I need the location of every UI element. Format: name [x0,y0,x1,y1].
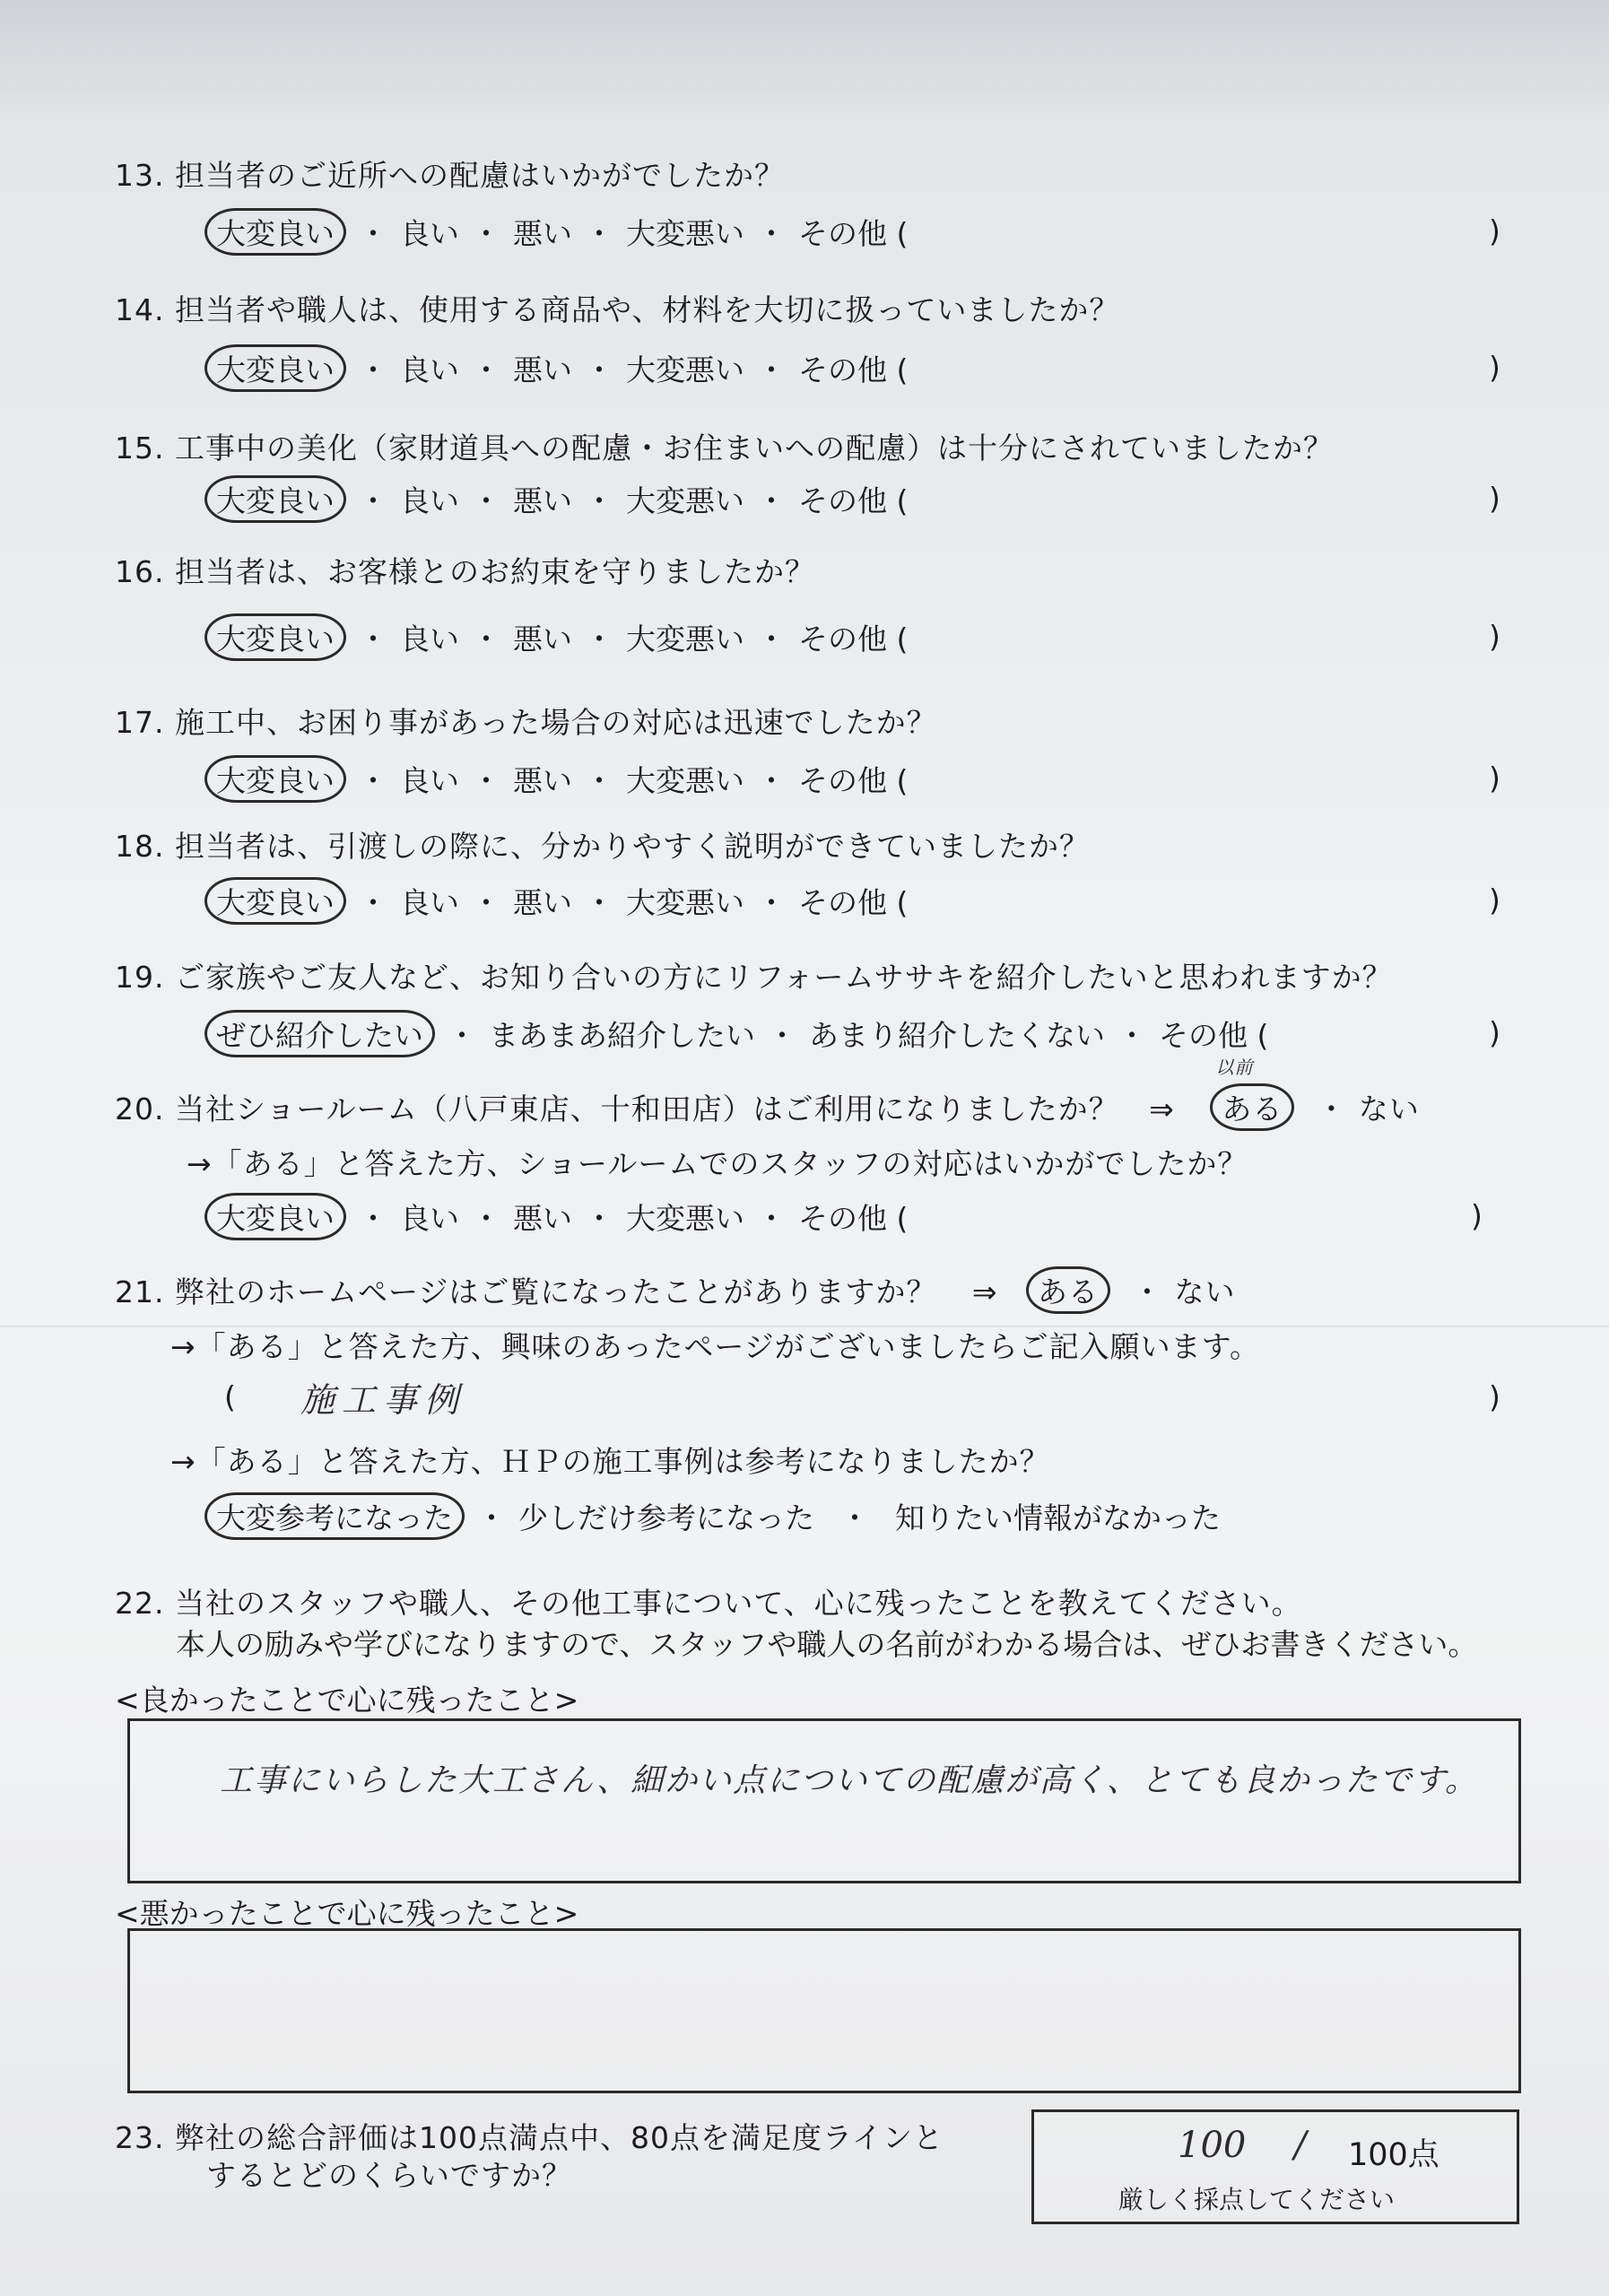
option-selected[interactable]: 大変良い [204,755,346,803]
question-13: 13. 担当者のご近所への配慮はいかがでしたか？ [115,158,785,193]
question-19: 19. ご家族やご友人など、お知り合いの方にリフォームササキを紹介したいと思われますか？ [115,960,1393,995]
close-paren: ) [1471,1198,1483,1233]
close-paren: ) [1489,481,1500,516]
option[interactable]: 大変悪い [626,622,744,657]
score-value: 100 [1178,2125,1247,2166]
option[interactable]: 知りたい情報がなかった [895,1500,1221,1535]
option-selected[interactable]: 大変良い [204,208,346,256]
option-other[interactable]: その他 ( [798,216,909,251]
option-other[interactable]: その他 ( [798,763,909,798]
answer-row-16: 大変良い ・ 良い ・ 悪い ・ 大変悪い ・ その他 ( [215,613,908,661]
option[interactable]: 良い [400,622,459,657]
question-23-line2: するとどのくらいですか？ [206,2158,572,2193]
question-15: 15. 工事中の美化（家財道具への配慮・お住まいへの配慮）は十分にされていましたか？ [115,430,1334,465]
option-other[interactable]: その他 ( [798,885,909,920]
option-selected[interactable]: 大変良い [204,1193,346,1240]
option[interactable]: 悪い [513,885,572,920]
option[interactable]: 良い [400,216,459,251]
q21-open-paren: ( [224,1379,236,1414]
bad-comments-box[interactable] [127,1928,1521,2093]
option-no[interactable]: ない [1358,1091,1420,1126]
option[interactable]: 悪い [513,352,572,387]
option[interactable]: 悪い [513,216,572,251]
option-selected[interactable]: 大変参考になった [204,1492,465,1540]
q20-followup: →「ある」と答えた方、ショールームでのスタッフの対応はいかがでしたか？ [187,1146,1248,1181]
close-paren: ) [1489,350,1500,385]
question-18: 18. 担当者は、引渡しの際に、分かりやすく説明ができていましたか？ [115,829,1090,864]
answer-row-13: 大変良い ・ 良い ・ 悪い ・ 大変悪い ・ その他 ( [215,208,908,256]
option[interactable]: 良い [400,483,459,518]
handwritten-note: 以前 [1215,1057,1254,1078]
answer-row-14: 大変良い ・ 良い ・ 悪い ・ 大変悪い ・ その他 ( [215,344,908,392]
score-slash: / [1294,2125,1307,2166]
option[interactable]: まあまあ紹介したい [489,1018,755,1053]
question-22: 22. 当社のスタッフや職人、その他工事について、心に残ったことを教えてください。 [115,1586,1302,1621]
score-note: 厳しく採点してください [1118,2185,1396,2214]
answer-row-20: 大変良い ・ 良い ・ 悪い ・ 大変悪い ・ その他 ( [215,1193,908,1240]
close-paren: ) [1489,213,1500,248]
score-max: 100点 [1348,2137,1439,2173]
close-paren: ) [1489,619,1500,654]
option[interactable]: 大変悪い [626,483,744,518]
option-selected[interactable]: 大変良い [204,613,346,661]
question-22-line2: 本人の励みや学びになりますので、スタッフや職人の名前がわかる場合は、ぜひお書きください。 [176,1627,1478,1662]
q21-followup-2: →「ある」と答えた方、ＨＰの施工事例は参考になりましたか？ [170,1444,1050,1479]
option-selected[interactable]: 大変良い [204,475,346,523]
option-yes-selected[interactable]: ある [1026,1266,1110,1314]
option[interactable]: 良い [400,1201,459,1236]
option[interactable]: あまり紹介したくない [809,1018,1105,1053]
good-comments-text: 工事にいらした大工さん、細かい点についての配慮が高く、とても良かったです。 [220,1762,1479,1799]
q21-close-paren: ) [1489,1379,1500,1414]
option[interactable]: 良い [400,763,459,798]
option-other[interactable]: その他 ( [798,483,909,518]
answer-row-15: 大変良い ・ 良い ・ 悪い ・ 大変悪い ・ その他 ( [215,475,908,523]
question-23: 23. 弊社の総合評価は100点満点中、80点を満足度ラインと [115,2120,944,2155]
option[interactable]: 大変悪い [626,216,744,251]
score-box[interactable] [1031,2109,1519,2224]
option-other[interactable]: その他 ( [798,622,909,657]
option[interactable]: 悪い [513,763,572,798]
question-20: 20. 当社ショールーム（八戸東店、十和田店）はご利用になりましたか？ ⇒ 以前 ある ・ ない [115,1083,1420,1131]
option-other[interactable]: その他 ( [798,1201,909,1236]
close-paren: ) [1489,883,1500,918]
option[interactable]: 少しだけ参考になった [518,1500,814,1535]
option-selected[interactable]: 大変良い [204,344,346,392]
answer-row-18: 大変良い ・ 良い ・ 悪い ・ 大変悪い ・ その他 ( [215,877,908,925]
option-no[interactable]: ない [1174,1274,1236,1309]
question-21: 21. 弊社のホームページはご覧になったことがありますか？ ⇒ ある ・ ない [115,1266,1235,1314]
option-selected[interactable]: ぜひ紹介したい [204,1010,435,1057]
q21-followup-1: →「ある」と答えた方、興味のあったページがございましたらご記入願います。 [170,1329,1261,1364]
good-comments-label: <良かったことで心に残ったこと> [115,1683,579,1718]
option[interactable]: 大変悪い [626,352,744,387]
question-17: 17. 施工中、お困り事があった場合の対応は迅速でしたか？ [115,705,937,740]
answer-row-17: 大変良い ・ 良い ・ 悪い ・ 大変悪い ・ その他 ( [215,755,908,803]
close-paren: ) [1489,761,1500,796]
option[interactable]: 大変悪い [626,763,744,798]
question-14: 14. 担当者や職人は、使用する商品や、材料を大切に扱っていましたか？ [115,292,1120,327]
q21-handwritten-answer[interactable]: 施工事例 [300,1380,466,1420]
option[interactable]: 良い [400,352,459,387]
option-selected[interactable]: 大変良い [204,877,346,925]
question-16: 16. 担当者は、お客様とのお約束を守りましたか？ [115,554,815,589]
option[interactable]: 大変悪い [626,1201,744,1236]
option-yes-selected[interactable]: ある [1210,1083,1294,1131]
bad-comments-label: <悪かったことで心に残ったこと> [115,1896,579,1931]
option[interactable]: 良い [400,885,459,920]
option[interactable]: 悪い [513,1201,572,1236]
option[interactable]: 悪い [513,483,572,518]
option-other[interactable]: その他 ( [798,352,909,387]
answer-row-21: 大変参考になった ・ 少しだけ参考になった ・ 知りたい情報がなかった [215,1492,1221,1540]
close-paren: ) [1489,1015,1500,1050]
answer-row-19: ぜひ紹介したい ・ まあまあ紹介したい ・ あまり紹介したくない ・ その他 ( [215,1010,1268,1057]
option-other[interactable]: その他 ( [1159,1018,1269,1053]
option[interactable]: 大変悪い [626,885,744,920]
option[interactable]: 悪い [513,622,572,657]
good-comments-box[interactable] [127,1718,1521,1883]
